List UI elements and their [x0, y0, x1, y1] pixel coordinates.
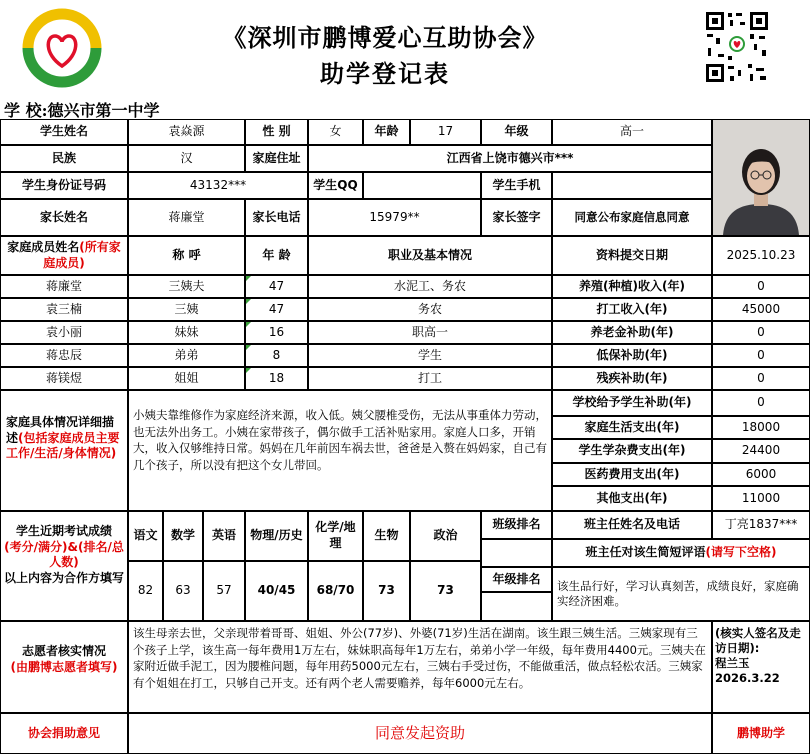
- member-job: 水泥工、务农: [308, 275, 552, 298]
- subject-score: 68/70: [308, 561, 363, 621]
- finance-value: 0: [712, 321, 810, 344]
- submit-date-label: 资料提交日期: [552, 236, 712, 275]
- finance-value: 0: [712, 390, 810, 416]
- qq-label: 学生QQ: [308, 172, 363, 199]
- scores-label-note: (考分/满分)&(排名/总人数): [4, 539, 124, 570]
- donation-opinion-value: 同意发起资助: [128, 713, 712, 754]
- finance-label: 养殖(种植)收入(年): [552, 275, 712, 298]
- id-number-value: 43132***: [128, 172, 308, 199]
- grade-rank-value: [481, 592, 552, 621]
- phone-value: [552, 172, 712, 199]
- subject-header: 生物: [363, 511, 410, 561]
- finance-value: 18000: [712, 416, 810, 439]
- subject-header: 英语: [203, 511, 245, 561]
- subject-header: 语文: [128, 511, 163, 561]
- teacher-comment-text: 该生品行好，学习认真刻苦，成绩良好，家庭确实经济困难。: [552, 567, 810, 621]
- situation-text: 小姨夫靠维修作为家庭经济来源，收入低。姨父腰椎受伤，无法从事重体力劳动，也无法外出务工。小姨在家带孩子，偶尔做手工活补贴家用。家庭人口多，开销大，收入仅够维持日常。妈妈在几年前因车祸去世，爸爸是入赘在妈妈家，自己有几个孩子，所以没有把这个女儿带回。: [128, 390, 552, 511]
- gender-value: 女: [308, 119, 363, 145]
- member-relation: 三姨: [128, 298, 245, 321]
- student-name-label: 学生姓名: [0, 119, 128, 145]
- member-relation: 弟弟: [128, 344, 245, 367]
- subject-score: 40/45: [245, 561, 308, 621]
- subject-header: 数学: [163, 511, 203, 561]
- scores-label: [0, 511, 128, 621]
- finance-label: 其他支出(年): [552, 486, 712, 511]
- volunteer-signature: (核实人签名及走访日期): 程兰玉 2026.3.22: [712, 621, 810, 713]
- qq-value: [363, 172, 481, 199]
- parent-name-label: 家长姓名: [0, 199, 128, 236]
- finance-label: 残疾补助(年): [552, 367, 712, 390]
- gender-label: 性 别: [245, 119, 308, 145]
- teacher-label: 班主任姓名及电话: [552, 511, 712, 539]
- teacher-comment-label-main: 班主任对该生简短评语: [585, 545, 706, 560]
- subject-score: 57: [203, 561, 245, 621]
- age-value: 17: [410, 119, 481, 145]
- ethnicity-label: 民族: [0, 145, 128, 172]
- volunteer-label: [0, 621, 128, 713]
- class-rank-value: [481, 539, 552, 567]
- student-photo: [712, 119, 810, 236]
- finance-value: 11000: [712, 486, 810, 511]
- id-number-label: 学生身份证号码: [0, 172, 128, 199]
- member-job: 学生: [308, 344, 552, 367]
- teacher-value: 丁亮1837***: [712, 511, 810, 539]
- relation-header: 称 呼: [128, 236, 245, 275]
- age-label: 年龄: [363, 119, 410, 145]
- form-title: 《深圳市鹏博爱心互助协会》: [222, 23, 548, 52]
- volunteer-label-main: 志愿者核实情况: [21, 644, 106, 658]
- member-relation: 妹妹: [128, 321, 245, 344]
- phone-label: 学生手机: [481, 172, 552, 199]
- subject-score: 73: [363, 561, 410, 621]
- parent-sign-label: 家长签字: [481, 199, 552, 236]
- class-rank-label: 班级排名: [481, 511, 552, 539]
- volunteer-label-note: (由鹏博志愿者填写): [10, 659, 118, 674]
- parent-name-value: 蒋廉堂: [128, 199, 245, 236]
- member-age: 47: [245, 275, 308, 298]
- submit-date-value: 2025.10.23: [712, 236, 810, 275]
- finance-value: 0: [712, 275, 810, 298]
- member-age: 8: [245, 344, 308, 367]
- finance-label: 医药费用支出(年): [552, 463, 712, 486]
- subject-header: 政治: [410, 511, 481, 561]
- family-name-header-note: (所有家庭成员): [43, 240, 121, 270]
- finance-label: 养老金补助(年): [552, 321, 712, 344]
- member-relation: 三姨夫: [128, 275, 245, 298]
- situation-label-main: 家庭具体情况详细描述: [6, 415, 115, 445]
- finance-value: 0: [712, 367, 810, 390]
- member-age: 18: [245, 367, 308, 390]
- member-name: 袁小丽: [0, 321, 128, 344]
- scores-label-main: 学生近期考试成绩: [15, 524, 112, 538]
- situation-label: [0, 390, 128, 511]
- parent-phone-value: 15979**: [308, 199, 481, 236]
- finance-value: 0: [712, 344, 810, 367]
- parent-phone-label: 家长电话: [245, 199, 308, 236]
- ethnicity-value: 汉: [128, 145, 245, 172]
- subject-header: 化学/地理: [308, 511, 363, 561]
- teacher-comment-label: [552, 539, 810, 567]
- member-relation: 姐姐: [128, 367, 245, 390]
- member-name: 蒋忠辰: [0, 344, 128, 367]
- form-subtitle: 助学登记表: [320, 59, 450, 88]
- member-name: 蒋镁煜: [0, 367, 128, 390]
- finance-label: 学生学杂费支出(年): [552, 439, 712, 463]
- finance-value: 45000: [712, 298, 810, 321]
- member-name: 袁三楠: [0, 298, 128, 321]
- qr-code-icon: [704, 10, 770, 84]
- job-header: 职业及基本情况: [308, 236, 552, 275]
- student-portrait-image: [713, 120, 809, 235]
- registration-form-table: [0, 119, 812, 755]
- member-job: 职高一: [308, 321, 552, 344]
- subject-score: 73: [410, 561, 481, 621]
- grade-rank-label: 年级排名: [481, 567, 552, 592]
- finance-value: 24400: [712, 439, 810, 463]
- member-age: 47: [245, 298, 308, 321]
- volunteer-text: 该生母亲去世，父亲现带着哥哥、姐姐、外公(77岁)、外婆(71岁)生活在湖南。该生跟三姨生活。三姨家现有三个孩子上学，该生高一每年费用1万左右，妹妹职高每年1万左右，弟弟小学一年级，每年费用4400元。三姨夫在家附近做手泥工，因为腰椎问题，每年用药5000元左右，三姨右手受过伤，不能做重活，做点轻松农活。三姨家有个姐姐在打工，只够自己开支。还有两个老人需要赡养，每年6000元左右。: [128, 621, 712, 713]
- finance-label: 家庭生活支出(年): [552, 416, 712, 439]
- subject-score: 63: [163, 561, 203, 621]
- finance-label: 打工收入(年): [552, 298, 712, 321]
- family-name-header: [0, 236, 128, 275]
- situation-label-note: (包括家庭成员主要工作/生活/身体情况): [6, 430, 120, 461]
- subject-score: 82: [128, 561, 163, 621]
- member-job: 打工: [308, 367, 552, 390]
- address-value: 江西省上饶市德兴市***: [308, 145, 712, 172]
- grade-value: 高一: [552, 119, 712, 145]
- member-age: 16: [245, 321, 308, 344]
- member-name: 蒋廉堂: [0, 275, 128, 298]
- scores-label-tail: 以上内容为合作方填写: [3, 570, 124, 585]
- form-header: [0, 0, 812, 98]
- grade-label: 年级: [481, 119, 552, 145]
- teacher-comment-label-note: (请写下空格): [705, 545, 777, 560]
- age-header: 年 龄: [245, 236, 308, 275]
- finance-label: 学校给予学生补助(年): [552, 390, 712, 416]
- school-line: 学 校:德兴市第一中学: [4, 101, 160, 120]
- student-name-value: 袁焱源: [128, 119, 245, 145]
- finance-label: 低保补助(年): [552, 344, 712, 367]
- finance-value: 6000: [712, 463, 810, 486]
- member-job: 务农: [308, 298, 552, 321]
- association-logo-icon: [22, 8, 102, 88]
- subject-header: 物理/历史: [245, 511, 308, 561]
- donation-opinion-label: 协会捐助意见: [0, 713, 128, 754]
- address-label: 家庭住址: [245, 145, 308, 172]
- family-name-header-label: 家庭成员姓名: [7, 240, 80, 254]
- brand-label: 鹏博助学: [712, 713, 810, 754]
- parent-sign-value: 同意公布家庭信息同意: [552, 199, 712, 236]
